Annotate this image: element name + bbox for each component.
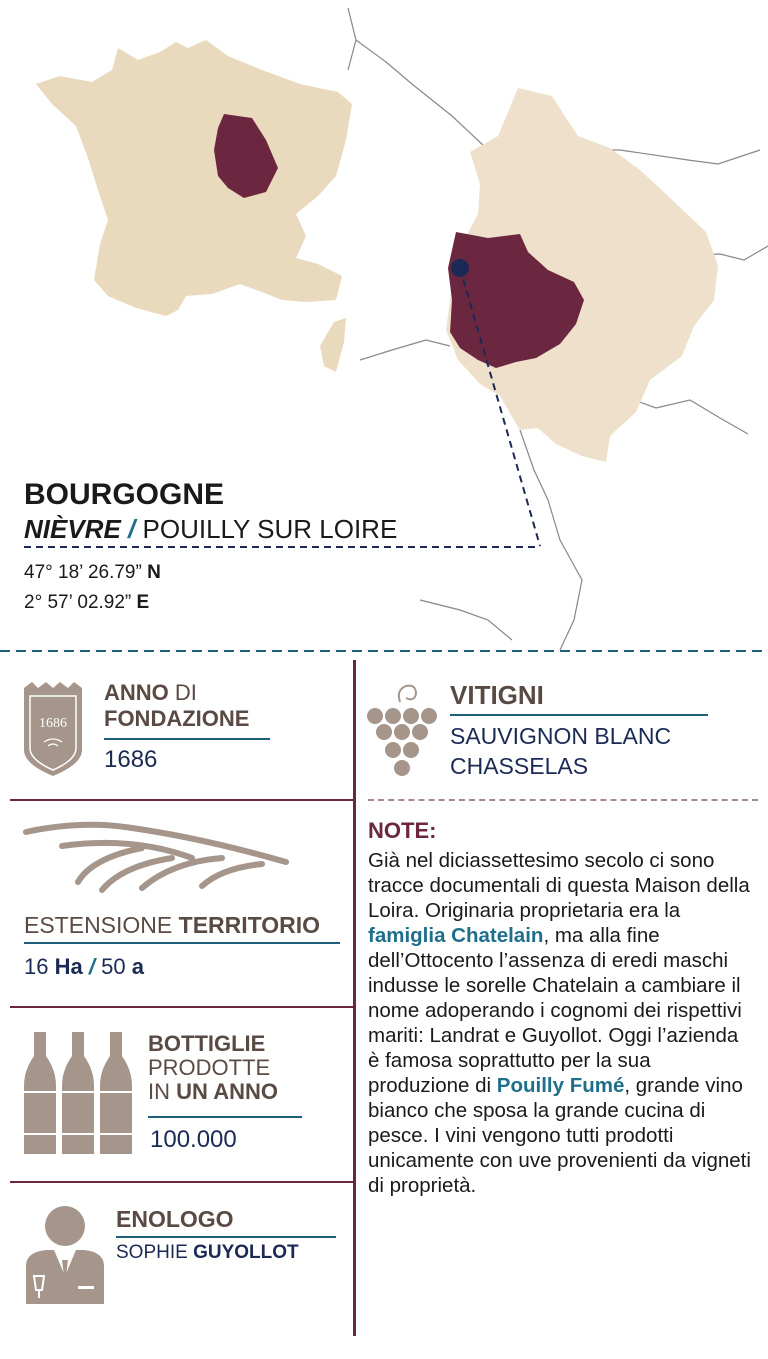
- department-name: NIÈVRE: [24, 514, 121, 544]
- crest-year: 1686: [39, 716, 67, 731]
- subregion-line: [24, 514, 397, 545]
- oenologist-icon: [26, 1204, 104, 1304]
- oenologist-label: ENOLOGO: [116, 1206, 234, 1232]
- notes-heading: NOTE:: [368, 818, 437, 843]
- latitude: [24, 562, 161, 584]
- grape-item: CHASSELAS: [450, 753, 589, 779]
- grape-icon: [366, 680, 440, 778]
- france-map: [36, 40, 352, 316]
- founding-value: 1686: [104, 746, 158, 773]
- bottles-value: 100.000: [150, 1126, 237, 1153]
- latitude-value: 47° 18’ 26.79”: [24, 562, 142, 583]
- founding-label: ANNO DI FONDAZIONE: [104, 680, 250, 731]
- vineyard-icon: [22, 818, 292, 898]
- notes-highlight-wine: Pouilly Fumé: [496, 1074, 625, 1097]
- latitude-dir: N: [147, 562, 161, 583]
- divider-right: [368, 799, 758, 801]
- notes-highlight-family: famiglia Chatelain: [368, 924, 544, 947]
- longitude-value: 2° 57’ 02.92”: [24, 592, 132, 613]
- subregion-slash: /: [128, 514, 136, 544]
- bottles-icon: [24, 1030, 132, 1154]
- oenologist-name: SOPHIE GUYOLLOT: [116, 1242, 299, 1263]
- territory-value: 16 Ha / 50 a: [24, 954, 144, 979]
- territory-label: ESTENSIONE TERRITORIO: [24, 912, 321, 938]
- crest-icon: [22, 680, 84, 776]
- founding-rule: [104, 738, 270, 740]
- divider-2: [10, 1006, 353, 1008]
- region-title: BOURGOGNE: [24, 478, 225, 511]
- location-pin: [451, 259, 469, 277]
- divider-3: [10, 1181, 353, 1183]
- map-graphic: [0, 0, 768, 660]
- grape-item: SAUVIGNON BLANC: [450, 723, 672, 749]
- grapes-title: VITIGNI: [450, 680, 544, 710]
- grapes-rule: [450, 714, 708, 716]
- bottles-label: BOTTIGLIE PRODOTTE IN UN ANNO: [148, 1031, 278, 1104]
- oenologist-rule: [116, 1236, 336, 1238]
- longitude: [24, 592, 149, 614]
- corsica-map: [320, 318, 346, 372]
- bottles-rule: [148, 1116, 302, 1118]
- notes-body: Già nel diciassettesimo secolo ci sono tracce documentali di questa Maison della Loira. Originaria proprietaria era la famiglia Chatelain, ma alla fine dell’Ottocento l’assenza di eredi maschi indusse le sorelle Chatelain a cambiare il nome adoperando i cognomi dei rispettivi mariti: Landrat e Guyollot. Oggi l’azienda è famosa soprattutto per la sua produzione di Pouilly Fumé, grande vino bianco che sposa la grande cucina di pesce. I vini vengono tutti prodotti unicamente con uve provenienti da vigneti di proprietà.: [368, 849, 751, 1197]
- place-name: POUILLY SUR LOIRE: [135, 514, 398, 544]
- divider-1: [10, 799, 353, 801]
- vertical-divider: [353, 660, 356, 1336]
- territory-rule: [24, 942, 340, 944]
- longitude-dir: E: [136, 592, 150, 613]
